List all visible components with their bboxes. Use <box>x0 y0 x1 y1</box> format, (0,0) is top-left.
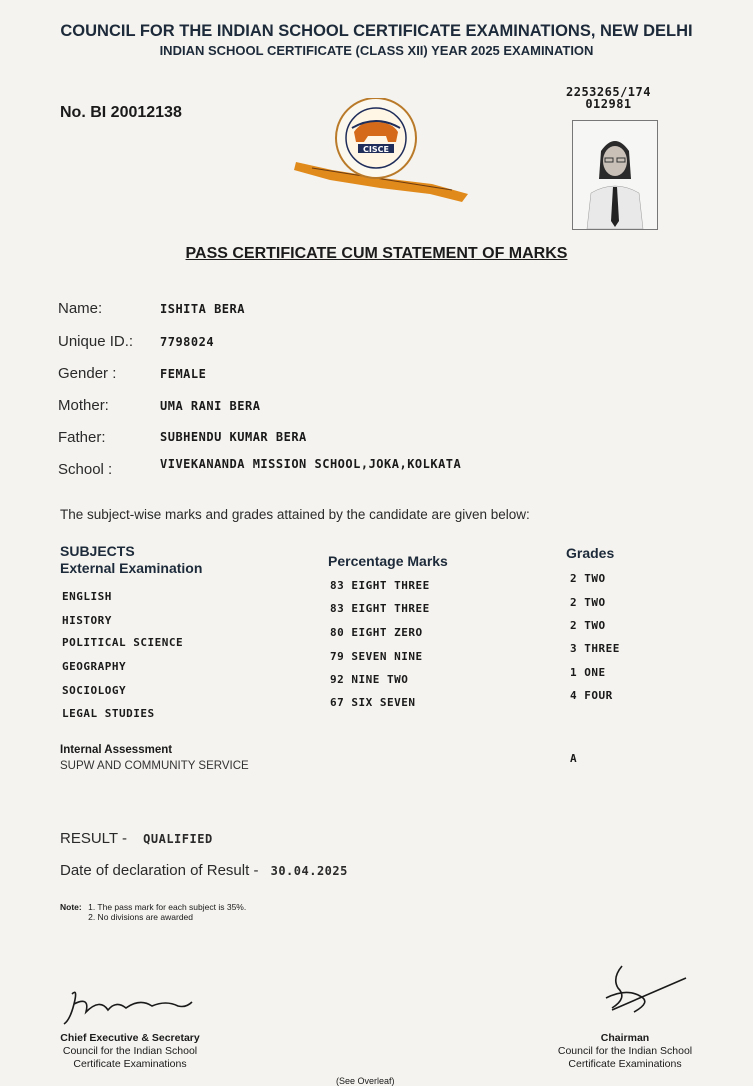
percentage-marks: 80 EIGHT ZERO <box>330 626 423 639</box>
percentage-marks: 83 EIGHT THREE <box>330 579 430 592</box>
serial-line-2: 012981 <box>585 97 632 111</box>
school-name: VIVEKANANDA MISSION SCHOOL,JOKA,KOLKATA <box>160 457 462 471</box>
declaration-date: 30.04.2025 <box>270 864 348 878</box>
name-label: Name: <box>58 300 103 317</box>
mother-label: Mother: <box>58 397 109 414</box>
serial-line-1: 2253265/174 <box>566 85 651 99</box>
declaration-label: Date of declaration of Result - <box>60 862 259 879</box>
right-signatory <box>535 1032 715 1071</box>
percentage-marks: 83 EIGHT THREE <box>330 602 430 615</box>
internal-assessment-subject: SUPW AND COMMUNITY SERVICE <box>60 760 249 772</box>
result-value: QUALIFIED <box>143 832 213 846</box>
left-signatory-title: Chief Executive & Secretary <box>60 1032 200 1044</box>
certificate-number: No. BI 20012138 <box>60 104 182 121</box>
serial-number <box>566 86 651 110</box>
subject-name: HISTORY <box>62 614 112 627</box>
gender: FEMALE <box>160 367 207 381</box>
right-signatory-line2: Certificate Examinations <box>568 1058 682 1070</box>
subjects-header: SUBJECTS <box>60 543 135 559</box>
subject-name: SOCIOLOGY <box>62 684 127 697</box>
note-item: 1. The pass mark for each subject is 35%. <box>88 902 247 912</box>
subject-name: POLITICAL SCIENCE <box>62 636 184 649</box>
subject-name: LEGAL STUDIES <box>62 707 155 720</box>
council-heading: COUNCIL FOR THE INDIAN SCHOOL CERTIFICATE EXAMINATIONS, NEW DELHI <box>60 22 693 40</box>
gender-label: Gender : <box>58 365 117 382</box>
left-signatory-line1: Council for the Indian School <box>62 1045 198 1057</box>
right-signatory-title: Chairman <box>600 1032 650 1044</box>
secretary-signature <box>60 984 200 1030</box>
result-line <box>60 830 213 847</box>
left-signatory <box>40 1032 220 1071</box>
percentage-marks: 67 SIX SEVEN <box>330 696 416 709</box>
grade: 4 FOUR <box>570 689 613 702</box>
subject-name: GEOGRAPHY <box>62 660 127 673</box>
left-signatory-line2: Certificate Examinations <box>73 1058 187 1070</box>
marks-intro: The subject-wise marks and grades attained by the candidate are given below: <box>60 507 530 522</box>
note-item: 2. No divisions are awarded <box>88 912 193 922</box>
external-exam-header: External Examination <box>60 560 203 576</box>
percentage-header: Percentage Marks <box>328 553 448 569</box>
school-label: School : <box>58 461 113 478</box>
grade: 2 TWO <box>570 596 606 609</box>
percentage-marks: 79 SEVEN NINE <box>330 650 423 663</box>
internal-assessment-grade: A <box>570 752 578 765</box>
notes <box>60 902 246 922</box>
mother-name: UMA RANI BERA <box>160 399 261 413</box>
father-label: Father: <box>58 429 106 446</box>
grades-header: Grades <box>566 545 615 561</box>
grade: 1 ONE <box>570 666 606 679</box>
logo-text: CISCE <box>363 145 389 154</box>
unique-id: 7798024 <box>160 335 215 349</box>
grade: 3 THREE <box>570 642 620 655</box>
percentage-marks: 92 NINE TWO <box>330 673 409 686</box>
father-name: SUBHENDU KUMAR BERA <box>160 430 307 444</box>
subject-name: ENGLISH <box>62 590 112 603</box>
grade: 2 TWO <box>570 572 606 585</box>
exam-heading: INDIAN SCHOOL CERTIFICATE (CLASS XII) YEAR 2025 EXAMINATION <box>159 43 594 58</box>
result-label: RESULT - <box>60 830 127 847</box>
internal-assessment-heading: Internal Assessment <box>60 744 173 756</box>
certificate-title: PASS CERTIFICATE CUM STATEMENT OF MARKS <box>185 245 568 262</box>
see-overleaf: (See Overleaf) <box>336 1076 395 1086</box>
candidate-name: ISHITA BERA <box>160 302 245 316</box>
grade: 2 TWO <box>570 619 606 632</box>
right-signatory-line1: Council for the Indian School <box>557 1045 693 1057</box>
candidate-photo <box>572 120 658 230</box>
cisce-logo <box>292 98 472 208</box>
declaration-line <box>60 862 348 879</box>
chairman-signature <box>582 958 692 1028</box>
unique-id-label: Unique ID.: <box>58 333 134 350</box>
note-label: Note: <box>60 902 82 912</box>
